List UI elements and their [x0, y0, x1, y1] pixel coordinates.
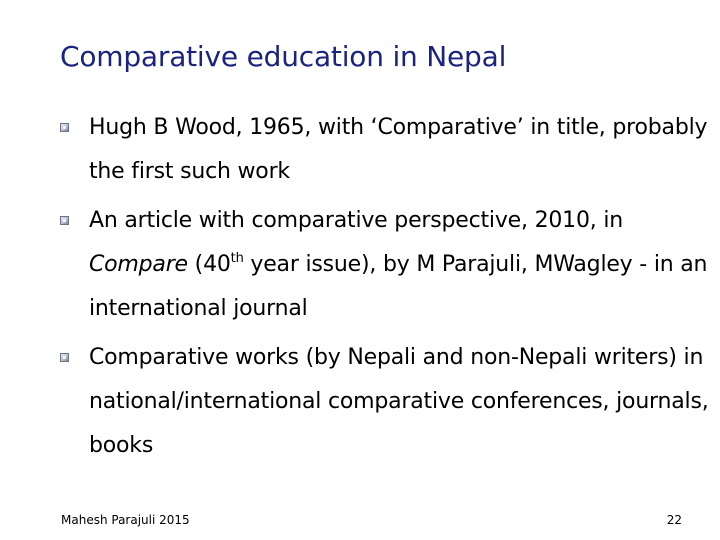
- ordinal-superscript: th: [230, 251, 244, 266]
- footer-author: Mahesh Parajuli 2015: [61, 513, 190, 527]
- bullet-item-hugh-wood: [60, 106, 710, 194]
- square-bullet-icon: [60, 353, 69, 362]
- bullet-item-compare-article: [60, 199, 710, 331]
- slide-title: Comparative education in Nepal: [60, 40, 507, 73]
- bullet-text-before: An article with comparative perspective, 2010, in: [89, 208, 624, 233]
- bullet-text-after: year issue), by M Parajuli, MWagley - in an international journal: [89, 252, 708, 321]
- slide-number: 22: [666, 513, 682, 527]
- square-bullet-icon: [60, 123, 69, 132]
- bullet-text: Hugh B Wood, 1965, with ‘Comparative’ in title, probably the first such work: [89, 115, 708, 184]
- bullet-text-middle: (40: [187, 252, 231, 277]
- bullet-text: Comparative works (by Nepali and non-Nepali writers) in national/international comparative conferences, journals, books: [89, 345, 709, 458]
- square-bullet-icon: [60, 216, 69, 225]
- bullet-list: [60, 106, 710, 473]
- journal-title: Compare: [89, 252, 188, 277]
- bullet-item-comparative-works: [60, 336, 710, 468]
